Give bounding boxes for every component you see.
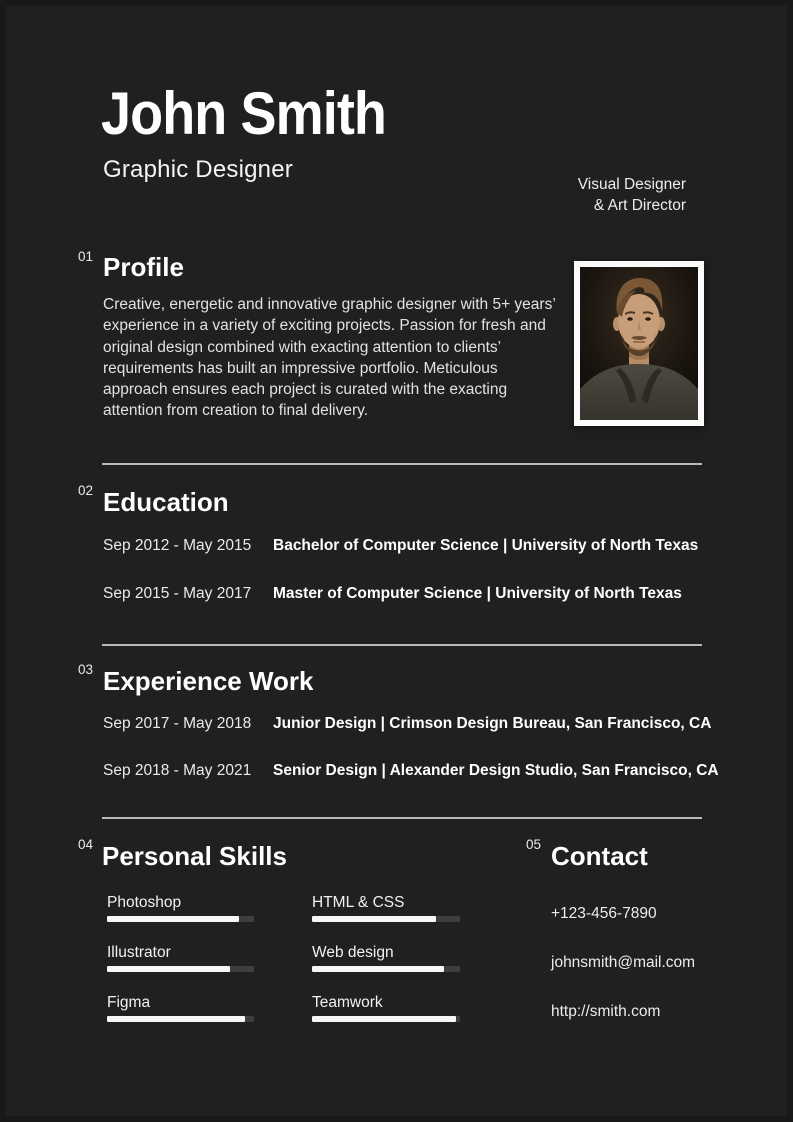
skill-bar-fill [107,916,239,922]
contact-list [551,905,695,1052]
skill-bar-fill [312,1016,456,1022]
section-title-experience: Experience Work [103,666,314,696]
experience-description: Senior Design | Alexander Design Studio, San Francisco, CA [273,762,719,779]
skill-label: Photoshop [107,894,182,911]
section-number-experience: 03 [78,662,94,677]
education-description: Bachelor of Computer Science | University of North Texas [273,537,699,554]
skill-item [312,944,460,972]
section-number-education: 02 [78,483,94,498]
skill-item [107,894,254,922]
skill-bar-track [107,966,254,972]
education-dates: Sep 2015 - May 2017 [103,585,252,602]
experience-dates: Sep 2018 - May 2021 [103,762,252,779]
section-title-profile: Profile [103,252,184,282]
skill-bar-fill [312,966,444,972]
skill-label: Web design [312,944,394,961]
skill-item [312,994,460,1022]
experience-row [103,762,719,780]
contact-item-phone: +123-456-7890 [551,905,657,922]
tagline-line-2: & Art Director [593,197,686,214]
profile-summary: Creative, energetic and innovative graphic designer with 5+ years’ experience in a variety of exciting projects. Passion for fresh and original design combined with exacting attention to clients’ requirements has built an impressive portfolio. Meticulous approach ensures each project is curated with the exacting attention from creation to final delivery. [103,296,556,420]
skills-grid [107,894,460,1022]
tagline-line-1: Visual Designer [577,176,686,193]
education-description: Master of Computer Science | University of North Texas [273,585,682,602]
skill-bar-fill [312,916,436,922]
section-divider [102,817,702,819]
skill-label: Figma [107,994,151,1011]
skill-bar-track [107,916,254,922]
education-row [103,585,682,603]
section-divider [102,463,702,465]
profile-photo [574,261,704,426]
person-name: John Smith [101,80,387,147]
education-row [103,537,698,555]
skill-bar-fill [107,966,230,972]
experience-description: Junior Design | Crimson Design Bureau, San Francisco, CA [273,715,712,732]
skill-item [107,944,254,972]
skill-bar-track [312,966,460,972]
skill-bar-fill [107,1016,245,1022]
skill-label: Teamwork [312,994,383,1011]
education-dates: Sep 2012 - May 2015 [103,537,252,554]
experience-row [103,715,711,733]
skill-item [107,994,254,1022]
skill-label: Illustrator [107,944,171,961]
header-tagline [578,174,686,216]
section-number-skills: 04 [78,837,94,852]
skill-bar-track [107,1016,254,1022]
section-divider [102,644,702,646]
section-title-contact: Contact [551,841,648,871]
section-title-education: Education [103,487,229,517]
skill-label: HTML & CSS [312,894,405,911]
skill-bar-track [312,1016,460,1022]
contact-item-website: http://smith.com [551,1003,661,1020]
section-number-profile: 01 [78,249,94,264]
skill-bar-track [312,916,460,922]
section-title-skills: Personal Skills [102,841,287,871]
person-role: Graphic Designer [103,156,293,183]
contact-item-email: johnsmith@mail.com [551,954,696,971]
portrait-illustration [580,267,698,420]
experience-dates: Sep 2017 - May 2018 [103,715,252,732]
section-number-contact: 05 [526,837,542,852]
skill-item [312,894,460,922]
